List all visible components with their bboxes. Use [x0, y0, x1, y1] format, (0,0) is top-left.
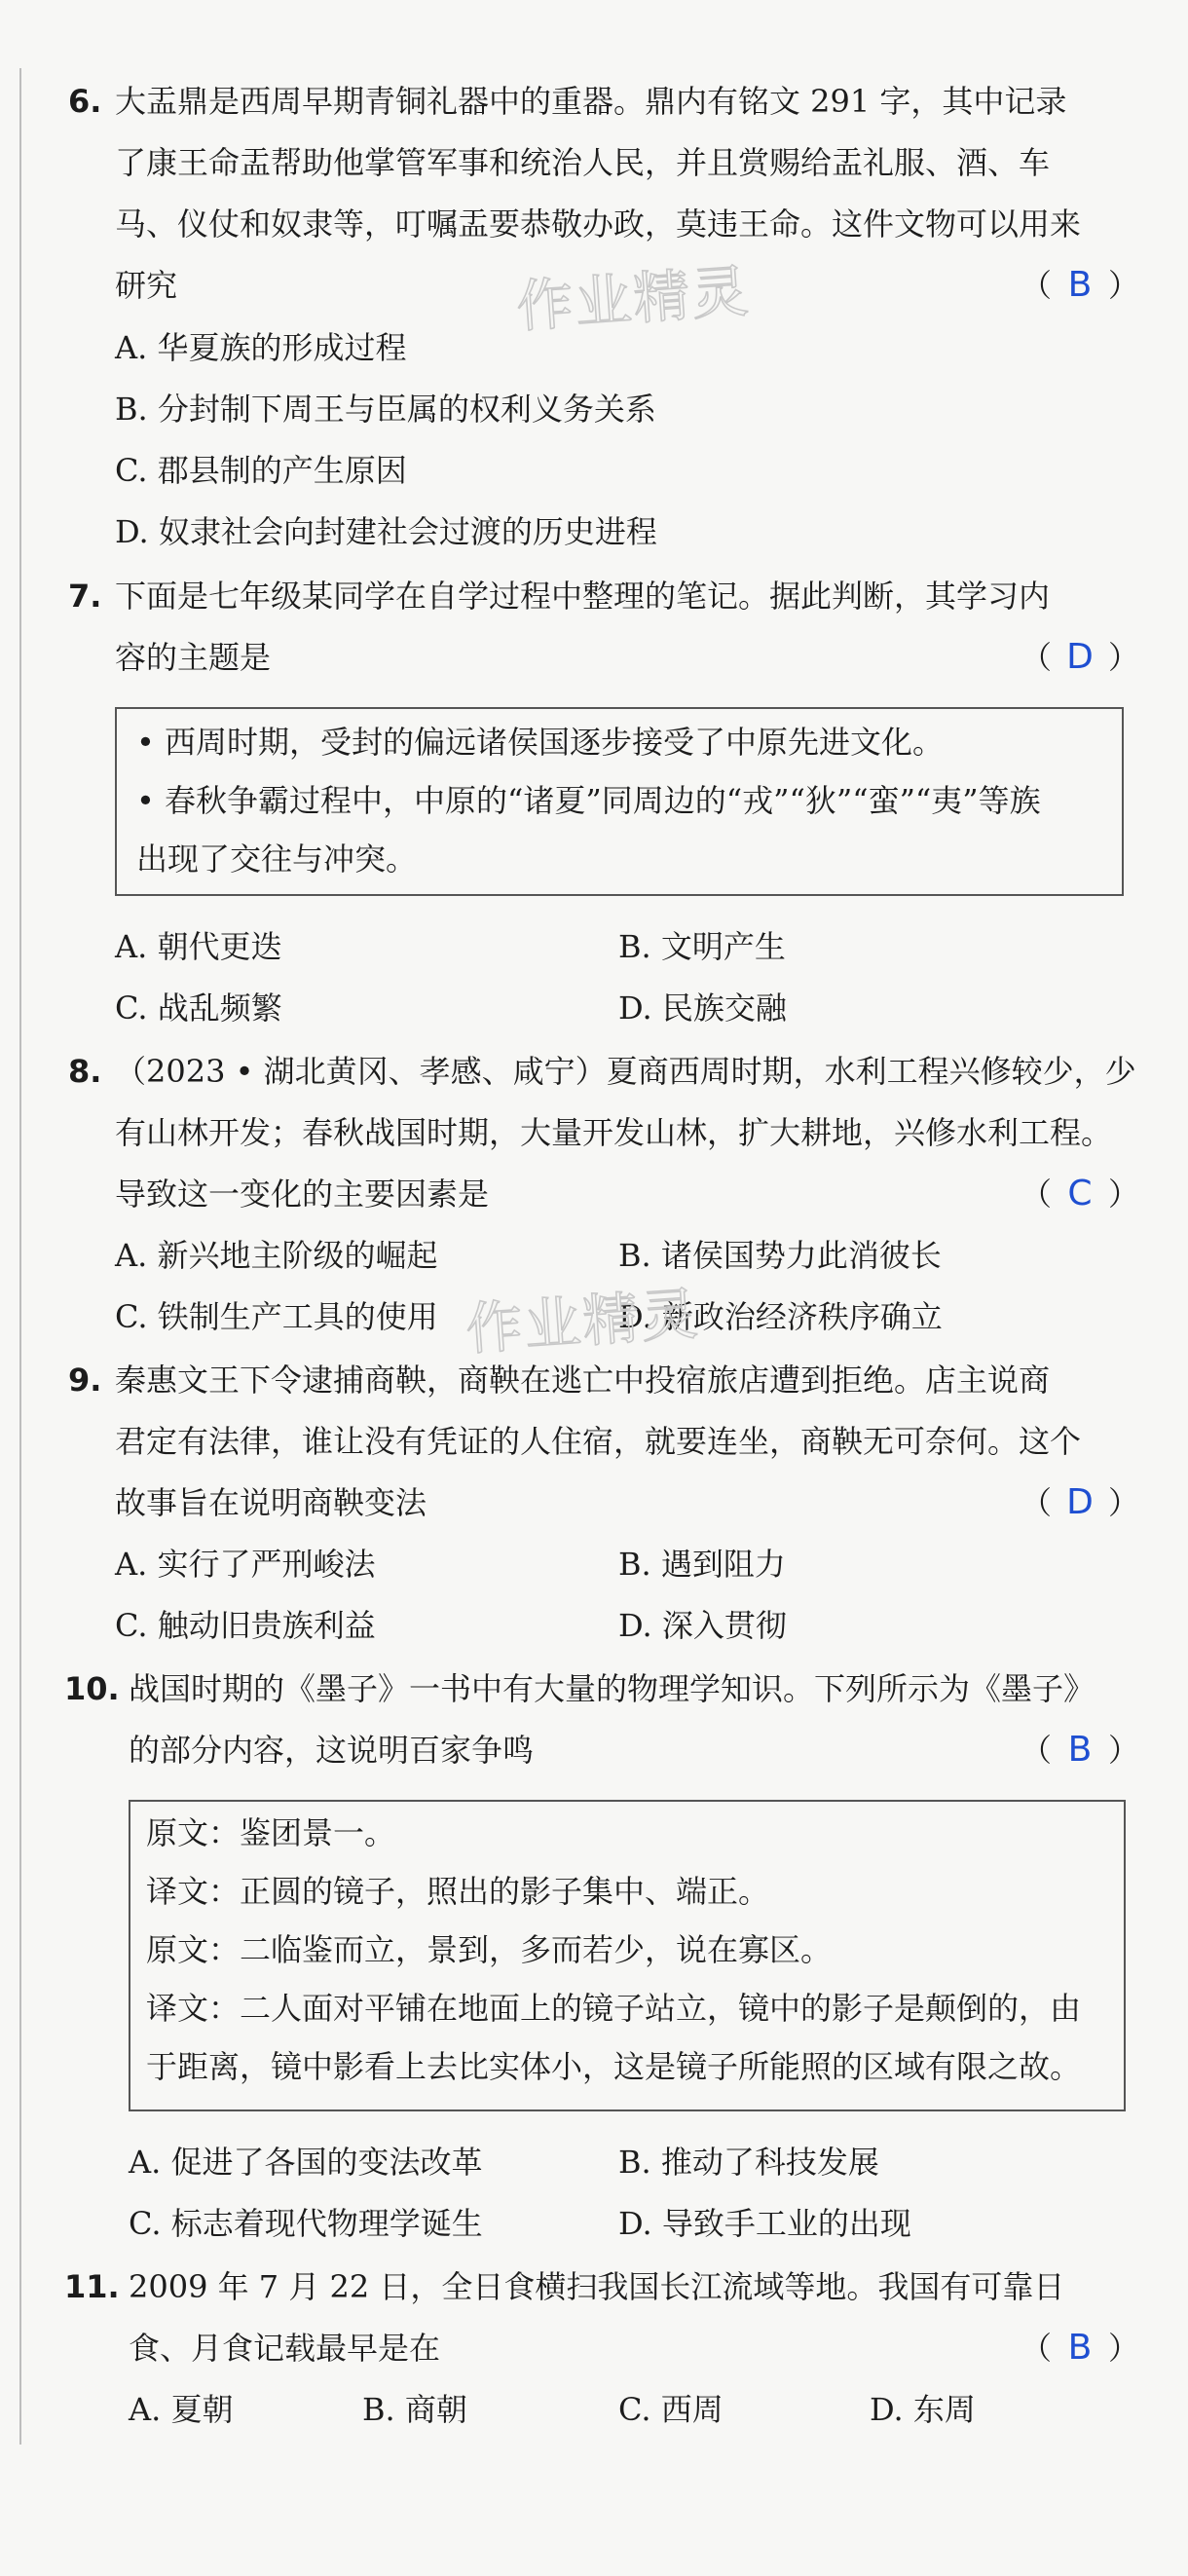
- question-6-option-a: A. 华夏族的形成过程: [115, 329, 407, 366]
- question-7-number: 7.: [68, 578, 102, 615]
- question-8-stem-line-2: 有山林开发；春秋战国时期，大量开发山林，扩大耕地，兴修水利工程。: [115, 1114, 1113, 1151]
- question-6-stem-line-2: 了康王命盂帮助他掌管军事和统治人民，并且赏赐给盂礼服、酒、车: [115, 144, 1051, 181]
- question-11-option-a: A. 夏朝: [129, 2391, 234, 2428]
- question-11-answer-slot: （ B ）: [1020, 2328, 1139, 2368]
- question-11-stem-line-1: 2009 年 7 月 22 日，全日食横扫我国长江流域等地。我国有可靠日: [129, 2268, 1065, 2305]
- question-11-option-c: C. 西周: [618, 2391, 724, 2428]
- question-7-option-c: C. 战乱频繁: [115, 989, 282, 1027]
- question-9-option-d: D. 深入贯彻: [618, 1607, 787, 1644]
- question-9-stem-line-2: 君定有法律，谁让没有凭证的人住宿，就要连坐，商鞅无可奈何。这个: [115, 1423, 1082, 1460]
- question-11-option-d: D. 东周: [870, 2391, 976, 2428]
- question-6-option-b: B. 分封制下周王与臣属的权利义务关系: [115, 391, 656, 428]
- question-10-box-line-3: 原文：二临鉴而立，景到，多而若少，说在寡区。: [146, 1931, 833, 1968]
- question-9-option-b: B. 遇到阻力: [618, 1546, 786, 1583]
- question-6-number: 6.: [68, 83, 102, 120]
- question-7-note-line-1: • 西周时期，受封的偏远诸侯国逐步接受了中原先进文化。: [136, 724, 945, 761]
- question-9-option-a: A. 实行了严刑峻法: [115, 1546, 376, 1583]
- question-6-answer-slot: （ B ）: [1020, 265, 1139, 305]
- question-11-answer: B: [1067, 2328, 1093, 2368]
- margin-rule: [19, 68, 21, 2445]
- question-10-stem-line-2: 的部分内容，这说明百家争鸣: [129, 1732, 535, 1769]
- question-11-number: 11.: [64, 2268, 120, 2305]
- question-9-stem-line-1: 秦惠文王下令逮捕商鞅，商鞅在逃亡中投宿旅店遭到拒绝。店主说商: [115, 1362, 1051, 1399]
- question-10-box-line-5: 于距离，镜中影看上去比实体小，这是镜子所能照的区域有限之故。: [146, 2048, 1082, 2085]
- question-10-answer-slot: （ B ）: [1020, 1730, 1139, 1770]
- question-10-stem-line-1: 战国时期的《墨子》一书中有大量的物理学知识。下列所示为《墨子》: [129, 1670, 1095, 1707]
- question-10-option-a: A. 促进了各国的变法改革: [129, 2144, 483, 2181]
- question-9-stem-line-3: 故事旨在说明商鞅变法: [115, 1484, 427, 1521]
- question-8-option-b: B. 诸侯国势力此消彼长: [618, 1237, 942, 1274]
- question-7-note-line-2: • 春秋争霸过程中，中原的“诸夏”同周边的“戎”“狄”“蛮”“夷”等族: [136, 782, 1041, 819]
- question-7-option-a: A. 朝代更迭: [115, 928, 282, 965]
- question-8-stem-line-3: 导致这一变化的主要因素是: [115, 1176, 490, 1213]
- question-8-number: 8.: [68, 1053, 102, 1090]
- question-7-answer-slot: （ D ）: [1020, 637, 1139, 677]
- question-6-stem-line-1: 大盂鼎是西周早期青铜礼器中的重器。鼎内有铭文 291 字，其中记录: [115, 83, 1067, 120]
- question-8-option-d: D. 新政治经济秩序确立: [618, 1298, 943, 1335]
- question-7-note-line-3: 出现了交往与冲突。: [136, 840, 418, 877]
- question-10-option-d: D. 导致手工业的出现: [618, 2205, 911, 2242]
- watermark-top: 作业精灵: [514, 257, 753, 341]
- question-10-box-line-1: 原文：鉴团景一。: [146, 1814, 396, 1851]
- question-9-number: 9.: [68, 1362, 102, 1399]
- question-10-number: 10.: [64, 1670, 120, 1707]
- question-10-box-line-4: 译文：二人面对平铺在地面上的镜子站立，镜中的影子是颠倒的，由: [146, 1990, 1082, 2027]
- question-10-answer: B: [1067, 1730, 1093, 1770]
- question-10-option-c: C. 标志着现代物理学诞生: [129, 2205, 483, 2242]
- question-9-answer-slot: （ D ）: [1020, 1482, 1139, 1522]
- question-7-answer: D: [1066, 637, 1094, 677]
- question-6-answer: B: [1067, 265, 1093, 305]
- question-8-stem-line-1: （2023 • 湖北黄冈、孝感、咸宁）夏商西周时期，水利工程兴修较少，少: [115, 1053, 1136, 1090]
- question-9-answer: D: [1066, 1482, 1094, 1522]
- question-7-stem-line-1: 下面是七年级某同学在自学过程中整理的笔记。据此判断，其学习内: [115, 578, 1051, 615]
- question-8-option-c: C. 铁制生产工具的使用: [115, 1298, 438, 1335]
- question-10-box-line-2: 译文：正圆的镜子，照出的影子集中、端正。: [146, 1873, 770, 1910]
- question-8-option-a: A. 新兴地主阶级的崛起: [115, 1237, 438, 1274]
- question-7-stem-line-2: 容的主题是: [115, 639, 272, 676]
- question-9-option-c: C. 触动旧贵族利益: [115, 1607, 376, 1644]
- question-11-option-b: B. 商朝: [362, 2391, 467, 2428]
- question-8-answer: C: [1067, 1174, 1093, 1213]
- question-6-stem-line-4: 研究: [115, 267, 178, 304]
- question-11-stem-line-2: 食、月食记载最早是在: [129, 2330, 441, 2367]
- watermark-middle: 作业精灵: [464, 1280, 702, 1363]
- question-6-stem-line-3: 马、仪仗和奴隶等，叮嘱盂要恭敬办政，莫违王命。这件文物可以用来: [115, 205, 1082, 243]
- question-7-option-d: D. 民族交融: [618, 989, 787, 1027]
- question-8-answer-slot: （ C ）: [1020, 1174, 1139, 1213]
- question-6-option-d: D. 奴隶社会向封建社会过渡的历史进程: [115, 513, 657, 550]
- question-7-option-b: B. 文明产生: [618, 928, 786, 965]
- question-10-option-b: B. 推动了科技发展: [618, 2144, 879, 2181]
- question-6-option-c: C. 郡县制的产生原因: [115, 452, 407, 489]
